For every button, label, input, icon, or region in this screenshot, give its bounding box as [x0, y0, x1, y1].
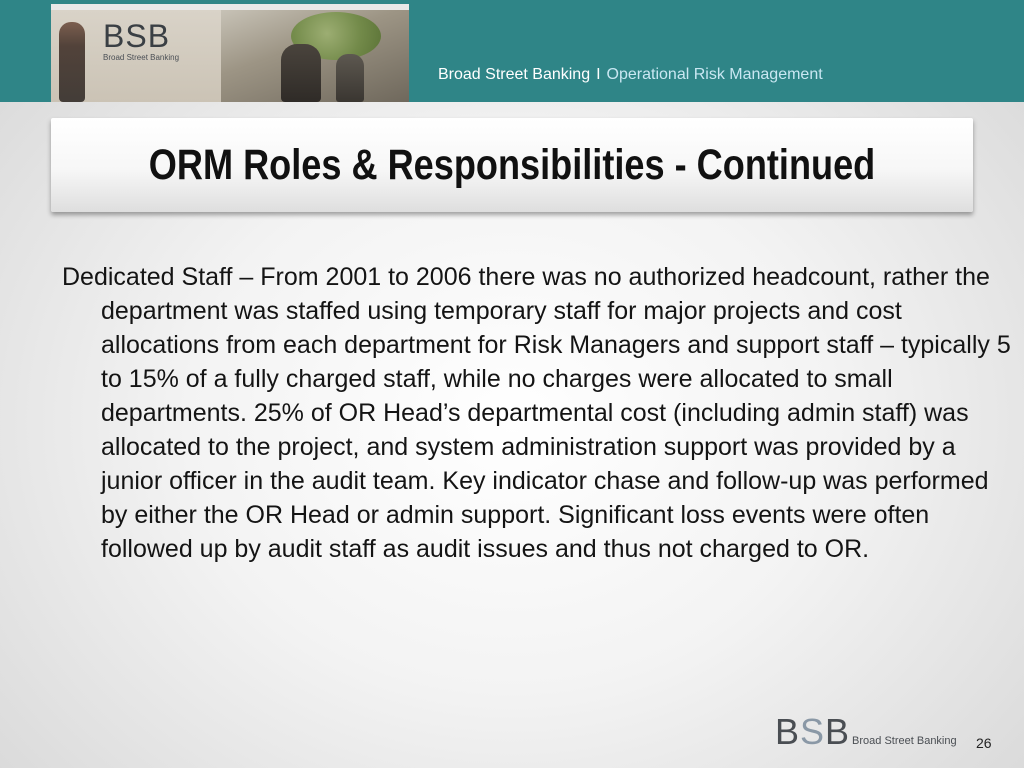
- title-box: [51, 118, 973, 212]
- footer-logo-letter: B: [775, 711, 801, 752]
- header-separator: I: [596, 66, 601, 83]
- footer-logo: [775, 712, 957, 752]
- header-logo-mark: BSB: [103, 18, 171, 54]
- photo-person-figure: [59, 22, 85, 102]
- header-logo: [103, 20, 179, 63]
- header-caption: [438, 66, 998, 84]
- footer-logo-letter: S: [800, 711, 826, 752]
- slide-title: ORM Roles & Responsibilities - Continued: [148, 141, 876, 189]
- header-department-name: Operational Risk Management: [606, 66, 823, 83]
- footer-logo-letter: B: [825, 711, 851, 752]
- header-photo: [51, 4, 409, 102]
- header-company-name: Broad Street Banking: [438, 66, 591, 83]
- footer-logo-mark: [775, 711, 850, 752]
- header-band: [0, 0, 1024, 102]
- footer-logo-name: Broad Street Banking: [852, 735, 957, 747]
- photo-person-figure: [336, 54, 364, 102]
- photo-person-figure: [281, 44, 321, 102]
- body-paragraph: Dedicated Staff – From 2001 to 2006 there was no authorized headcount, rather the department was staffed using temporary staff for major projects and cost allocations from each department for Risk Managers and support staff – typically 5 to 15% of a fully charged staff, while no charges were allocated to small departments. 25% of OR Head’s departmental cost (including admin staff) was allocated to the project, and system administration support was provided by a junior officer in the audit team. Key indicator chase and follow-up was performed by either the OR Head or admin support. Significant loss events were often followed up by audit staff as audit issues and thus not charged to OR.: [62, 263, 1011, 563]
- header-logo-subtitle: Broad Street Banking: [103, 53, 180, 62]
- page-number: 26: [976, 735, 992, 751]
